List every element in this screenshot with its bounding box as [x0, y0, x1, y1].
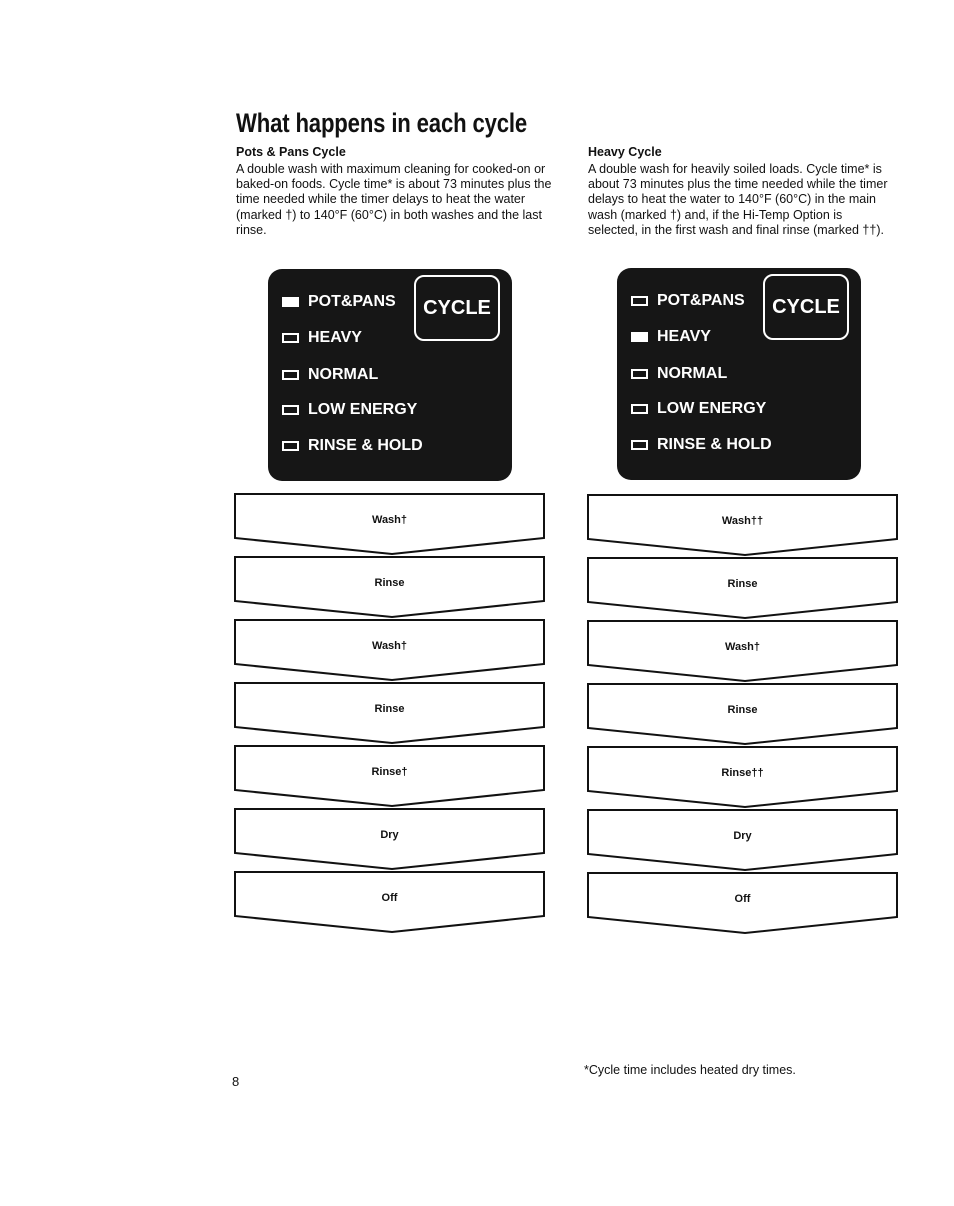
option-label: NORMAL — [308, 366, 379, 383]
indicator-light-icon — [631, 332, 648, 342]
footnote: *Cycle time includes heated dry times. — [584, 1063, 796, 1077]
cycle-step — [233, 870, 546, 936]
heavy-body: A double wash for heavily soiled loads. Cycle time* is about 73 minutes plus the time needed while the timer delays to heat the water to 140°F (60°C) in the main wash (marked †) and, if the Hi-Temp Option is selected, in the first wash and final rinse (marked ††). — [588, 162, 888, 237]
indicator-light-icon — [631, 404, 648, 414]
cycle-step — [586, 808, 899, 874]
indicator-light-icon — [282, 405, 299, 415]
step-label: Rinse†† — [721, 767, 764, 779]
cycle-badge: CYCLE — [763, 274, 849, 340]
step-label: Off — [734, 893, 751, 905]
panel-option-heavy — [631, 328, 711, 346]
step-label: Rinse — [727, 578, 758, 590]
panel-option-normal — [282, 366, 378, 384]
indicator-light-icon — [282, 297, 299, 307]
step-label: Off — [381, 892, 398, 904]
step-label: Dry — [380, 829, 399, 841]
panel-option-low-energy — [282, 401, 417, 419]
panel-option-normal — [631, 365, 727, 383]
step-label: Wash†† — [721, 515, 764, 527]
panel-option-low-energy — [631, 400, 766, 418]
cycle-step — [233, 555, 546, 621]
cycle-step — [233, 618, 546, 684]
indicator-light-icon — [631, 369, 648, 379]
option-label: LOW ENERGY — [308, 401, 418, 418]
pots-pans-heading: Pots & Pans Cycle — [236, 145, 346, 159]
panel-option-heavy — [282, 329, 362, 347]
panel-option-pot-pans — [282, 293, 396, 311]
heavy-heading: Heavy Cycle — [588, 145, 662, 159]
option-label: RINSE & HOLD — [657, 436, 772, 453]
step-label: Wash† — [724, 641, 761, 653]
option-label: LOW ENERGY — [657, 400, 767, 417]
option-label: NORMAL — [657, 365, 728, 382]
step-label: Rinse — [374, 703, 405, 715]
option-label: POT&PANS — [308, 293, 396, 310]
option-label: RINSE & HOLD — [308, 437, 423, 454]
option-label: HEAVY — [308, 329, 362, 346]
page-title: What happens in each cycle — [236, 108, 528, 138]
step-label: Rinse — [727, 704, 758, 716]
indicator-light-icon — [282, 441, 299, 451]
cycle-step — [586, 745, 899, 811]
cycle-step — [586, 871, 899, 937]
option-label: POT&PANS — [657, 292, 745, 309]
cycle-step — [233, 807, 546, 873]
pots-pans-body: A double wash with maximum cleaning for cooked-on or baked-on foods. Cycle time* is about 73 minutes plus the time needed while the timer delays to heat the water (marked †) to 140°F (60°C) in both washes and the last rinse. — [236, 162, 552, 237]
heavy-description — [588, 145, 888, 238]
step-label: Dry — [733, 830, 752, 842]
page-number: 8 — [232, 1074, 240, 1089]
indicator-light-icon — [631, 296, 648, 306]
panel-option-pot-pans — [631, 292, 745, 310]
option-label: HEAVY — [657, 328, 711, 345]
cycle-step — [586, 619, 899, 685]
panel-option-rinse-hold — [282, 437, 423, 455]
cycle-step — [233, 681, 546, 747]
panel-option-rinse-hold — [631, 436, 772, 454]
indicator-light-icon — [631, 440, 648, 450]
cycle-step — [233, 492, 546, 558]
step-label: Rinse† — [371, 766, 408, 778]
cycle-step — [586, 556, 899, 622]
pots-pans-control-panel — [268, 269, 512, 481]
cycle-badge: CYCLE — [414, 275, 500, 341]
cycle-step — [586, 682, 899, 748]
step-label: Wash† — [371, 640, 408, 652]
cycle-step — [233, 744, 546, 810]
step-label: Rinse — [374, 577, 405, 589]
heavy-control-panel — [617, 268, 861, 480]
indicator-light-icon — [282, 370, 299, 380]
pots-pans-description — [236, 145, 556, 238]
indicator-light-icon — [282, 333, 299, 343]
step-label: Wash† — [371, 514, 408, 526]
cycle-step — [586, 493, 899, 559]
